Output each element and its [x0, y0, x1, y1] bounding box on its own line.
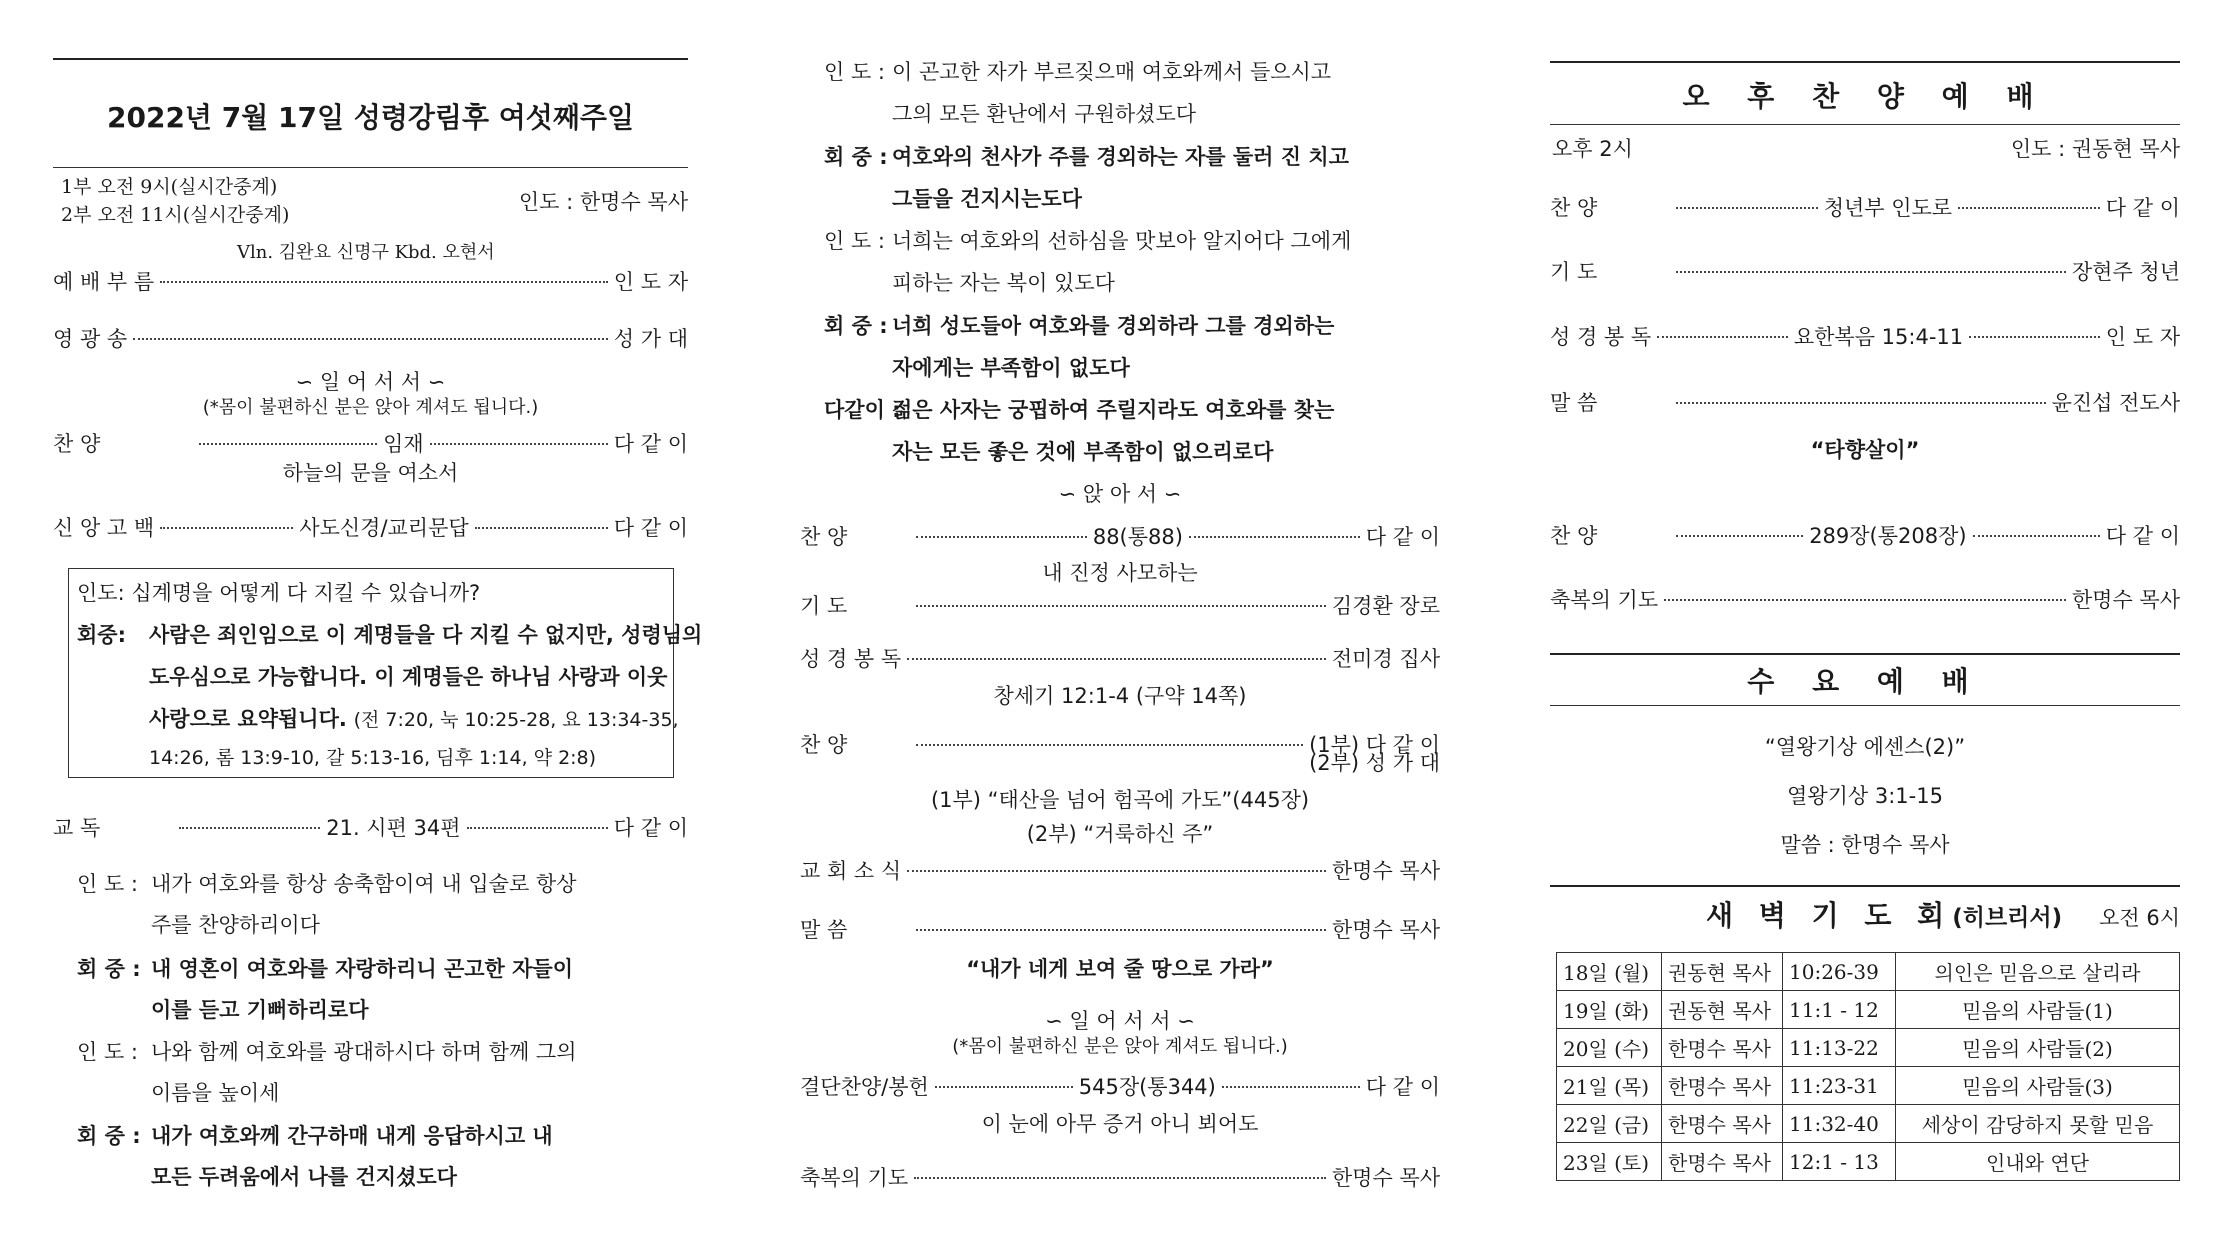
catechism-answer-3: 사랑으로 요약됩니다. [149, 707, 347, 731]
sermon-right: 한명수 목사 [1331, 918, 1440, 942]
offering-subtitle: 이 눈에 아무 증거 아니 뵈어도 [981, 1112, 1259, 1136]
dawn-ref-cell: 11:32-40 [1783, 1105, 1896, 1143]
stand-note: (*몸이 불편하신 분은 앉아 계셔도 됩니다.) [952, 1036, 1288, 1057]
dawn-ref-cell: 10:26-39 [1783, 953, 1896, 991]
hymn-subtitle: 하늘의 문을 여소서 [282, 461, 459, 485]
catechism-answer-1: 사람은 죄인임으로 이 계명들을 다 지킬 수 없지만, 성령님의 [149, 623, 703, 647]
pm-benediction-right: 한명수 목사 [2071, 588, 2180, 612]
reading-line: 인 도 : 너희는 여호와의 선하심을 맛보아 알지어다 그에게 [824, 229, 1352, 253]
pm-hymn2-label: 찬 양 [1550, 524, 1598, 548]
page-title: 2022년 7월 17일 성령강림후 여섯째주일 [107, 101, 634, 134]
table-row [1557, 1105, 2180, 1143]
reading-line: 회 중 : 내 영혼이 여호와를 자랑하리니 곤고한 자들이 [77, 957, 573, 981]
reading-line: 회 중 : 내가 여호와께 간구하매 내게 응답하시고 내 [77, 1124, 553, 1148]
reading-line-cont: 그의 모든 환난에서 구원하셨도다 [892, 102, 1197, 126]
reading-line: 회 중 : 너희 성도들아 여호와를 경외하라 그를 경외하는 [824, 314, 1335, 338]
dawn-name-cell: 한명수 목사 [1662, 1029, 1783, 1067]
pm-benediction-row [1550, 584, 2180, 614]
pm-word-row [1550, 387, 2180, 417]
table-row [1557, 1143, 2180, 1181]
responsive-reading-row [53, 812, 688, 842]
benediction-row [800, 1162, 1440, 1192]
benediction-label: 축복의 기도 [800, 1166, 909, 1190]
pm-scripture-ref: 요한복음 15:4-11 [1793, 325, 1964, 349]
catechism-ref-1: (전 7:20, 눅 10:25-28, 요 13:34-35, [353, 709, 679, 731]
dawn-title-cell: 인내와 연단 [1896, 1143, 2180, 1181]
dawn-date-cell: 19일 (화) [1557, 991, 1662, 1029]
catechism-question: 인도: 십계명을 어떻게 다 지킬 수 있습니까? [77, 581, 481, 605]
catechism-ref-2: 14:26, 롬 13:9-10, 갈 5:13-16, 딤후 1:14, 약 2:8) [149, 747, 597, 769]
creed-title: 사도신경/교리문답 [299, 516, 469, 540]
dawn-date-cell: 18일 (월) [1557, 953, 1662, 991]
reading-label: 교 독 [53, 816, 101, 840]
hymn-right: 다 같 이 [613, 432, 689, 456]
title-rule [53, 167, 688, 168]
dawn-ref-cell: 11:13-22 [1783, 1029, 1896, 1067]
pm-hymn-title: 청년부 인도로 [1823, 196, 1953, 220]
pm-prayer-label: 기 도 [1550, 260, 1598, 284]
pm-hymn-row [1550, 192, 2180, 222]
gloria-right: 성 가 대 [613, 327, 688, 351]
prayer-row [800, 590, 1440, 620]
middle-column [800, 0, 1440, 1234]
dawn-ref-cell: 11:23-31 [1783, 1067, 1896, 1105]
service-leader: 인도 : 한명수 목사 [518, 190, 688, 214]
wednesday-theme: “열왕기상 에센스(2)” [1764, 735, 1966, 759]
hymn-row [53, 428, 688, 458]
sermon-title: “내가 네게 보여 줄 땅으로 가라” [966, 957, 1274, 981]
dawn-date-cell: 20일 (수) [1557, 1029, 1662, 1067]
reading-line: 인 도 : 이 곤고한 자가 부르짖으매 여호와께서 들으시고 [824, 60, 1332, 84]
scripture-ref: 창세기 12:1-4 (구약 14쪽) [993, 684, 1247, 708]
dawn-title-cell: 믿음의 사람들(3) [1896, 1067, 2180, 1105]
sermon-label: 말 씀 [800, 918, 848, 942]
hymn-title: 88(통88) [1092, 525, 1183, 549]
dawn-name-cell: 한명수 목사 [1662, 1105, 1783, 1143]
catechism-answer-2: 도우심으로 가능합니다. 이 계명들은 하나님 사랑과 이웃 [149, 665, 668, 689]
hymn-subtitle: 내 진정 사모하는 [1042, 561, 1198, 585]
scripture-label: 성 경 봉 독 [800, 647, 902, 671]
dawn-time: 오전 6시 [2099, 906, 2180, 930]
reading-line-cont: 피하는 자는 복이 있도다 [892, 271, 1115, 295]
dawn-title-cell: 세상이 감당하지 못할 믿음 [1896, 1105, 2180, 1143]
dawn-title: 새 벽 기 도 회(히브리서) [1706, 899, 2063, 932]
catechism-box [68, 568, 703, 778]
dawn-title-cell: 믿음의 사람들(2) [1896, 1029, 2180, 1067]
wednesday-title: 수 요 예 배 [1747, 665, 1983, 698]
hymn-right: 다 같 이 [1365, 525, 1440, 549]
afternoon-time: 오후 2시 [1552, 137, 1633, 161]
left-column [53, 0, 703, 1234]
hymn-label: 찬 양 [800, 525, 848, 549]
table-row [1557, 953, 2180, 991]
call-to-worship-row [53, 266, 688, 296]
creed-row [53, 512, 688, 542]
pm-hymn-label: 찬 양 [1550, 196, 1598, 220]
pm-benediction-label: 축복의 기도 [1550, 588, 1659, 612]
offering-right: 다 같 이 [1365, 1075, 1441, 1099]
right-column [1550, 0, 2180, 1234]
stand-up: ∽ 일 어 서 서 ∽ [1045, 1009, 1195, 1033]
creed-right: 다 같 이 [613, 516, 689, 540]
hymn-row [800, 521, 1440, 551]
wednesday-ref: 열왕기상 3:1-15 [1787, 784, 1943, 808]
call-right: 인 도 자 [613, 270, 688, 294]
hymn-label: 찬 양 [53, 432, 101, 456]
reading-line: 회 중 : 여호와의 천사가 주를 경외하는 자를 둘러 진 치고 [824, 145, 1349, 169]
reading-line-cont: 그들을 건지시는도다 [892, 187, 1082, 211]
dawn-title-cell: 믿음의 사람들(1) [1896, 991, 2180, 1029]
reading-line: 인 도 : 내가 여호와를 항상 송축함이여 내 입술로 항상 [77, 872, 577, 896]
pm-hymn2-row [1550, 520, 2180, 550]
call-label: 예 배 부 름 [53, 270, 155, 294]
table-row [1557, 991, 2180, 1029]
top-rule [53, 58, 688, 60]
gloria-label: 영 광 송 [53, 327, 128, 351]
creed-label: 신 앙 고 백 [53, 516, 155, 540]
afternoon-leader: 인도 : 권동현 목사 [2010, 137, 2180, 161]
choir-right-2: (2부) 성 가 대 [1309, 751, 1440, 775]
reading-right: 다 같 이 [613, 816, 689, 840]
service-2-time: 2부 오전 11시(실시간중계) [61, 204, 290, 226]
reading-line-cont: 이름을 높이세 [151, 1081, 280, 1105]
sermon-row [800, 914, 1440, 944]
gloria-row [53, 323, 688, 353]
dawn-date-cell: 22일 (금) [1557, 1105, 1662, 1143]
service-1-time: 1부 오전 9시(실시간중계) [61, 176, 278, 198]
stand-note: (*몸이 불편하신 분은 앉아 계셔도 됩니다.) [202, 397, 539, 418]
afternoon-title: 오 후 찬 양 예 배 [1682, 80, 2048, 113]
dawn-ref-cell: 12:1 - 13 [1783, 1143, 1896, 1181]
pm-scripture-label: 성 경 봉 독 [1550, 325, 1652, 349]
news-row [800, 855, 1440, 885]
reading-line-cont: 모든 두려움에서 나를 건지셨도다 [151, 1165, 457, 1189]
musicians: Vln. 김완요 신명구 Kbd. 오현서 [237, 242, 495, 263]
dawn-schedule-table [1556, 952, 2180, 1181]
prayer-right: 김경환 장로 [1331, 594, 1440, 618]
sit-down: ∽ 앉 아 서 ∽ [1058, 482, 1182, 506]
pm-hymn-right: 다 같 이 [2105, 196, 2180, 220]
catechism-answer-who: 회중: [77, 623, 126, 647]
dawn-ref-cell: 11:1 - 12 [1783, 991, 1896, 1029]
reading-line-cont: 자에게는 부족함이 없도다 [892, 356, 1130, 380]
pm-prayer-row [1550, 256, 2180, 286]
dawn-name-cell: 한명수 목사 [1662, 1143, 1783, 1181]
pm-scripture-right: 인 도 자 [2105, 325, 2181, 349]
news-right: 한명수 목사 [1331, 859, 1440, 883]
reading-line-cont: 주를 찬양하리이다 [151, 913, 320, 937]
reading-line-cont: 자는 모든 좋은 것에 부족함이 없으리로다 [892, 440, 1274, 464]
wednesday-preacher: 말씀 : 한명수 목사 [1780, 833, 1950, 857]
dawn-name-cell: 한명수 목사 [1662, 1067, 1783, 1105]
prayer-label: 기 도 [800, 594, 848, 618]
pm-sermon-title: “타향살이” [1810, 438, 1920, 462]
benediction-right: 한명수 목사 [1331, 1166, 1440, 1190]
dawn-name-cell: 권동현 목사 [1662, 991, 1783, 1029]
choir-subtitle-1: (1부) “태산을 넘어 험곡에 가도”(445장) [930, 788, 1310, 812]
dawn-subtitle: (히브리서) [1952, 905, 2063, 931]
scripture-row [800, 643, 1440, 673]
news-label: 교 회 소 식 [800, 859, 902, 883]
offering-hymn: 545장(통344) [1078, 1075, 1216, 1099]
dawn-name-cell: 권동현 목사 [1662, 953, 1783, 991]
reading-title: 21. 시편 34편 [326, 816, 461, 840]
stand-up: ∽ 일 어 서 서 ∽ [295, 370, 446, 394]
pm-word-label: 말 씀 [1550, 391, 1598, 415]
pm-hymn2-title: 289장(통208장) [1809, 524, 1967, 548]
reading-line-cont: 이를 듣고 기뻐하리로다 [151, 998, 369, 1022]
choir-label: 찬 양 [800, 733, 848, 757]
pm-scripture-row [1550, 321, 2180, 351]
dawn-date-cell: 23일 (토) [1557, 1143, 1662, 1181]
pm-word-right: 윤진섭 전도사 [2051, 391, 2180, 415]
choir-right-1: (1부) 다 같 이 [1309, 733, 1440, 757]
dawn-date-cell: 21일 (목) [1557, 1067, 1662, 1105]
table-row [1557, 1029, 2180, 1067]
choir-subtitle-2: (2부) “거룩하신 주” [1026, 822, 1214, 846]
table-row [1557, 1067, 2180, 1105]
offering-row [800, 1071, 1440, 1101]
pm-hymn2-right: 다 같 이 [2105, 524, 2181, 548]
pm-prayer-right: 장현주 청년 [2071, 260, 2180, 284]
dawn-title-cell: 의인은 믿음으로 살리라 [1896, 953, 2180, 991]
hymn-title: 임재 [383, 432, 424, 456]
scripture-right: 전미경 집사 [1331, 647, 1440, 671]
offering-label: 결단찬양/봉헌 [800, 1075, 929, 1099]
reading-line: 다같이 :젊은 사자는 궁핍하여 주릴지라도 여호와를 찾는 [824, 398, 1335, 422]
reading-line: 인 도 : 나와 함께 여호와를 광대하시다 하며 함께 그의 [77, 1040, 577, 1064]
